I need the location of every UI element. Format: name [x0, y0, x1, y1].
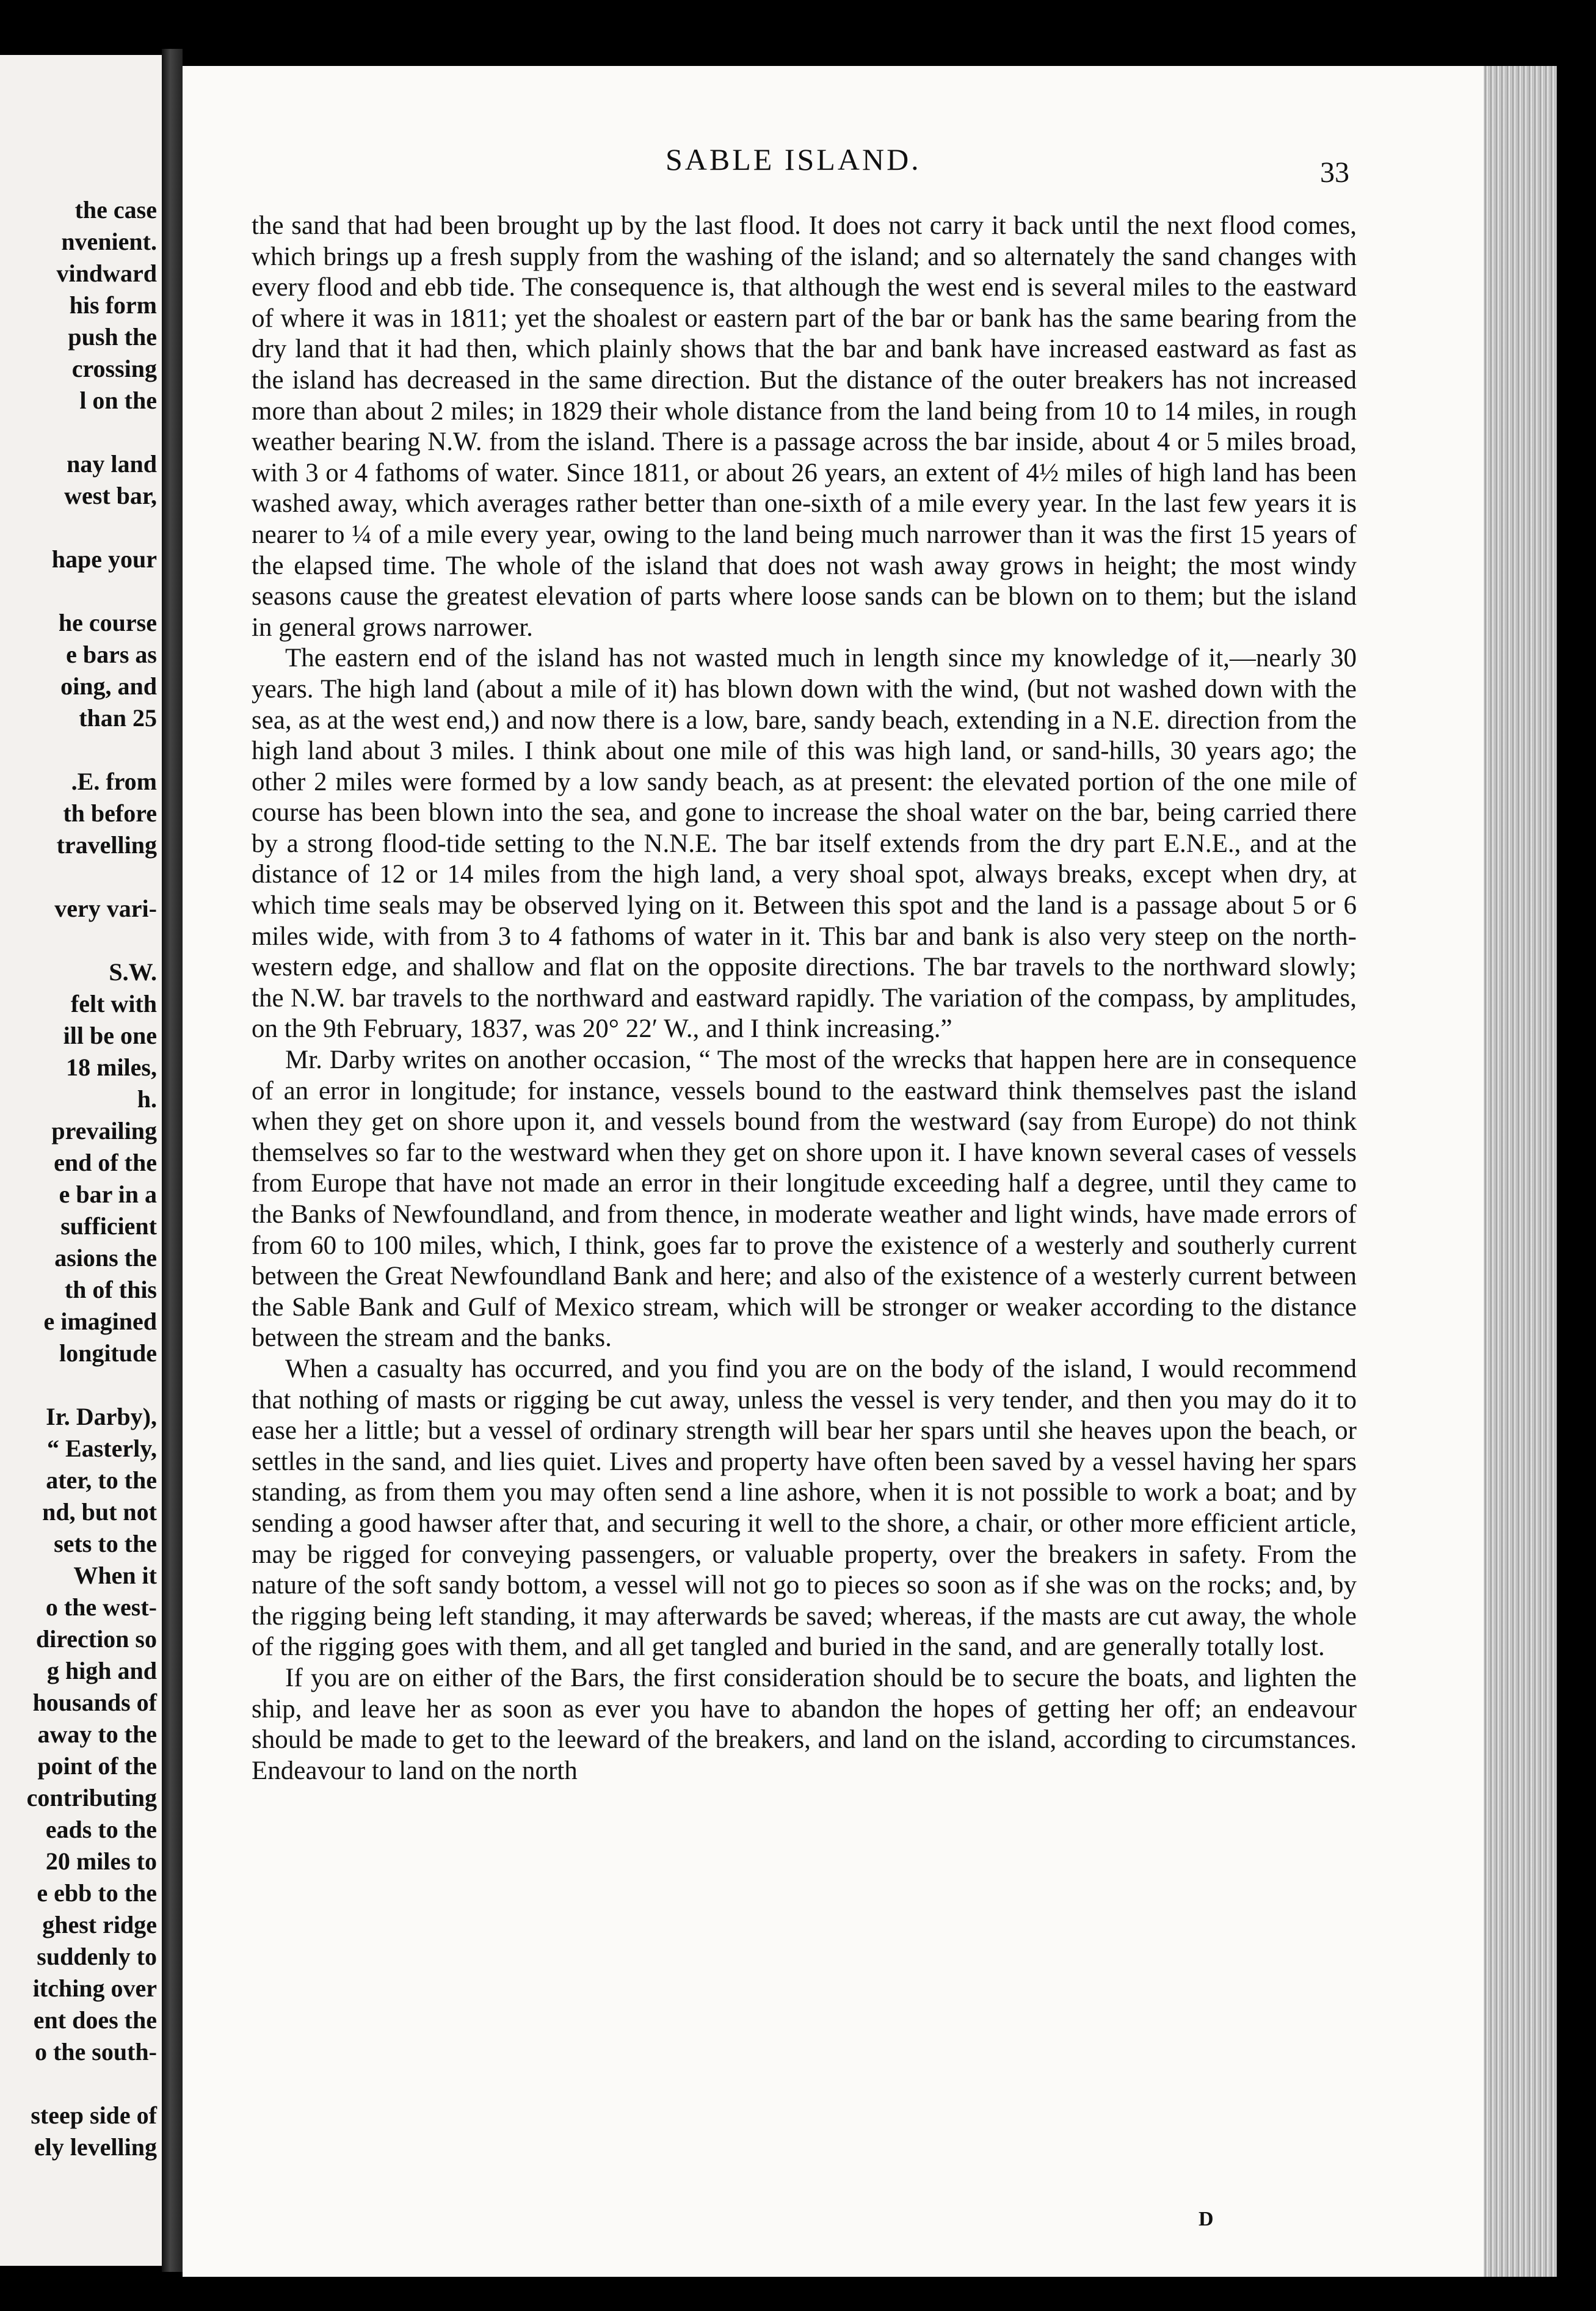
- facing-page-line: steep side of: [31, 2102, 157, 2129]
- facing-page-line: than 25: [79, 704, 157, 732]
- facing-page-line: away to the: [37, 1720, 157, 1748]
- facing-page-line: th of this: [64, 1276, 157, 1303]
- facing-page-line: ely levelling: [34, 2133, 157, 2161]
- facing-page-line: nvenient.: [61, 228, 157, 255]
- facing-page-line: S.W.: [109, 958, 157, 986]
- facing-page-line: o the west-: [45, 1593, 157, 1621]
- facing-page-line: nay land: [67, 450, 157, 478]
- facing-page-line: l on the: [79, 387, 157, 414]
- facing-page-line: [1, 2068, 157, 2100]
- paragraph: The eastern end of the island has not wasted much in length since my knowledge of it,—nearly 30 years. The high land (about a mile of it) has blown down with the wind, (but not washed down with the sea, as at the west end,) and now there is a low, bare, sandy beach, extending in a N.E. direction from the high land about 3 miles. I think about one mile of this was high land, or sand-hills, 30 years ago; the other 2 miles were formed by a low sandy beach, as at present: the elevated portion of the one mile of course has been blown into the sea, and gone to increase the shoal water on the bar, being carried there by a strong flood-tide setting to the N.N.E. The bar itself extends from the dry part E.N.E., and at the distance of 12 or 14 miles from the high land, a very shoal spot, always breaks, except when dry, at which time seals may be observed lying on it. Between this spot and the land is a passage about 5 or 6 miles wide, with from 3 to 4 fathoms of water in it. This bar and bank is also very steep on the north-western edge, and shallow and flat on the opposite directions. The bar travels to the northward slowly; the N.W. bar travels to the northward and eastward rapidly. The variation of the compass, by amplitudes, on the 9th February, 1837, was 20° 22′ W., and I think increasing.”: [252, 644, 1357, 1044]
- facing-page-line: push the: [68, 323, 157, 351]
- facing-page-line: e imagined: [43, 1308, 157, 1335]
- facing-page-line: [1, 417, 157, 448]
- facing-page-line: the case: [74, 196, 157, 224]
- facing-page-line: asions the: [54, 1244, 157, 1272]
- facing-page-line: 20 miles to: [45, 1847, 157, 1875]
- facing-page-line: longitude: [59, 1339, 157, 1367]
- facing-page-line: h.: [137, 1085, 157, 1113]
- facing-page-line: sufficient: [60, 1212, 157, 1240]
- facing-page-line: 18 miles,: [66, 1054, 157, 1081]
- signature-mark: D: [1199, 2208, 1214, 2230]
- facing-page-line: eads to the: [45, 1816, 157, 1843]
- facing-page-text: [1, 194, 157, 2163]
- facing-page-line: ent does the: [33, 2006, 157, 2034]
- facing-page-fragment: [0, 55, 162, 2266]
- facing-page-line: ghest ridge: [42, 1911, 157, 1938]
- book-gutter: [162, 49, 183, 2272]
- facing-page-line: g high and: [46, 1657, 157, 1684]
- facing-page-line: his form: [69, 291, 157, 319]
- facing-page-line: Ir. Darby),: [46, 1403, 157, 1430]
- facing-page-line: [1, 1369, 157, 1401]
- facing-page-line: he course: [58, 609, 157, 636]
- facing-page-line: very vari-: [54, 895, 157, 922]
- facing-page-line: housands of: [32, 1689, 157, 1716]
- facing-page-line: [1, 734, 157, 766]
- facing-page-line: crossing: [71, 355, 157, 382]
- facing-page-line: nd, but not: [42, 1498, 157, 1526]
- facing-page-line: e bar in a: [59, 1181, 157, 1208]
- facing-page-line: [1, 575, 157, 607]
- facing-page-line: direction so: [35, 1625, 157, 1653]
- body-text: [252, 211, 1357, 1786]
- facing-page-line: vindward: [56, 260, 157, 287]
- facing-page-line: itching over: [32, 1974, 157, 2002]
- facing-page-line: hape your: [51, 545, 157, 573]
- facing-page-line: e ebb to the: [37, 1879, 157, 1907]
- paragraph: When a casualty has occurred, and you find you are on the body of the island, I would recommend that nothing of masts or rigging be cut away, unless the vessel is very tender, and then you may do it to ease her a little; but a vessel of ordinary strength will bear her spars until she heaves upon the beach, or settles in the sand, and lies quiet. Lives and property have often been saved by a vessel having her spars standing, as from them you may often send a line ashore, when it is not possible to work a boat; and by sending a good hawser after that, and securing it well to the shore, a chair, or other more efficient article, may be rigged for conveying passengers, or valuable property, over the breakers in safety. From the nature of the soft sandy bottom, a vessel will not go to pieces so soon as if she was on the rocks; and, by the rigging being left standing, it may afterwards be saved; whereas, if the masts are cut away, the whole of the rigging goes with them, and all get tangled and buried in the sand, and are generally totally lost.: [252, 1354, 1357, 1662]
- facing-page-line: prevailing: [51, 1117, 157, 1145]
- facing-page-line: travelling: [56, 831, 157, 859]
- facing-page-line: ater, to the: [46, 1466, 157, 1494]
- paragraph: the sand that had been brought up by the last flood. It does not carry it back until the next flood comes, which brings up a fresh supply from the washing of the island; and so alternately the sand changes with every flood and ebb tide. The consequence is, that although the west end is several miles to the eastward of where it was in 1811; yet the shoalest or eastern part of the bar or bank has the same bearing from the dry land that it had then, which plainly shows that the bar and bank have increased eastward as fast as the island has decreased in the same direction. But the distance of the outer breakers has not increased more than about 2 miles; in 1829 their whole distance from the land being from 10 to 14 miles, in rough weather bearing N.W. from the island. There is a passage across the bar inside, about 4 or 5 miles broad, with 3 or 4 fathoms of water. Since 1811, or about 26 years, an extent of 4½ miles of high land has been washed away, which averages rather better than one-sixth of a mile every year. In the last few years it is nearer to ¼ of a mile every year, owing to the land being much narrower than it was the first 15 years of the elapsed time. The whole of the island that does not wash away grows in height; the most windy seasons cause the greatest elevation of parts where loose sands can be blown on to them; but the island in general grows narrower.: [252, 211, 1357, 642]
- facing-page-line: point of the: [37, 1752, 157, 1780]
- facing-page-line: ill be one: [63, 1022, 157, 1049]
- facing-page-line: oing, and: [60, 672, 157, 700]
- facing-page-line: When it: [73, 1562, 157, 1589]
- facing-page-line: contributing: [26, 1784, 157, 1811]
- facing-page-line: [1, 512, 157, 544]
- facing-page-line: .E. from: [71, 768, 157, 795]
- facing-page-line: suddenly to: [37, 1943, 157, 1970]
- running-head: SABLE ISLAND.: [666, 142, 921, 177]
- facing-page-line: e bars as: [66, 641, 157, 668]
- facing-page-line: felt with: [70, 990, 157, 1017]
- facing-page-line: [1, 861, 157, 893]
- paragraph: Mr. Darby writes on another occasion, “ The most of the wrecks that happen here are in consequence of an error in longitude; for instance, vessels bound to the eastward think themselves past the island when they get on shore upon it, and vessels bound from the westward (say from Europe) do not think themselves so far to the westward when they get on shore upon it. I have known several cases of vessels from Europe that have not made an error in their longitude exceeding half a degree, until they came to the Banks of Newfoundland, and from thence, in moderate weather and light winds, have made errors of from 60 to 100 miles, which, I think, goes far to prove the existence of a westerly and southerly current between the Great Newfoundland Bank and here; and also of the existence of a westerly current between the Sable Bank and Gulf of Mexico stream, which will be stronger or weaker according to the distance between the stream and the banks.: [252, 1046, 1357, 1353]
- facing-page-line: west bar,: [64, 482, 157, 509]
- facing-page-line: “ Easterly,: [47, 1435, 157, 1462]
- facing-page-line: [1, 925, 157, 956]
- page-number: 33: [1320, 156, 1349, 189]
- facing-page-line: o the south-: [34, 2038, 157, 2065]
- page-edge: [1484, 66, 1557, 2277]
- facing-page-line: end of the: [54, 1149, 157, 1176]
- facing-page-line: sets to the: [54, 1530, 157, 1557]
- paragraph: If you are on either of the Bars, the first consideration should be to secure the boats, and lighten the ship, and leave her as soon as ever you have to abandon the hopes of getting her off; an endeavour should be made to get to the leeward of the breakers, and land on the island, according to circumstances. Endeavour to land on the north: [252, 1663, 1357, 1785]
- facing-page-line: th before: [63, 799, 157, 827]
